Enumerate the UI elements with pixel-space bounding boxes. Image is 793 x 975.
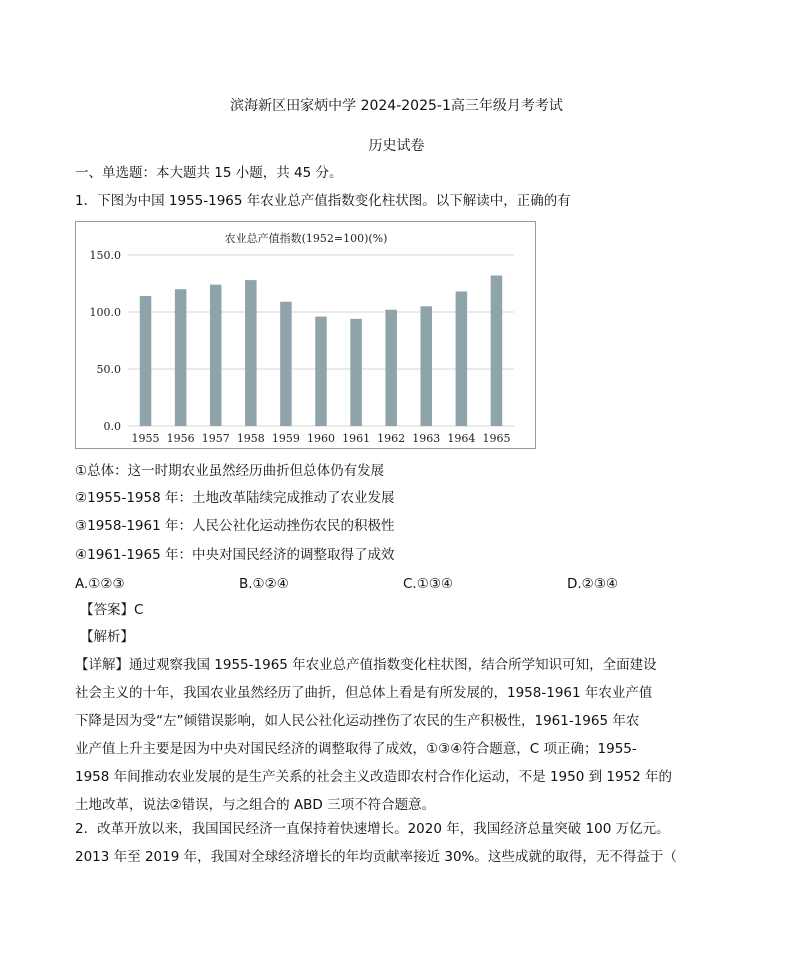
detail-line-2: 社会主义的十年，我国农业虽然经历了曲折，但总体上看是有所发展的，1958-1961 年农业产值 <box>75 685 653 701</box>
bar-1960 <box>315 317 327 426</box>
y-tick-label: 0.0 <box>103 420 121 433</box>
bar-1955 <box>140 296 152 426</box>
bar-1965 <box>491 276 503 426</box>
question-1-stem: 1．下图为中国 1955-1965 年农业总产值指数变化柱状图。以下解读中，正确的有 <box>75 193 571 209</box>
x-tick-label: 1963 <box>412 432 441 445</box>
bar-1963 <box>421 306 433 426</box>
statement-1: ①总体：这一时期农业虽然经历曲折但总体仍有发展 <box>75 463 385 479</box>
bar-1964 <box>456 291 468 426</box>
y-tick-label: 100.0 <box>89 306 121 319</box>
option-c: C.①③④ <box>403 576 454 592</box>
statement-3: ③1958-1961 年：人民公社化运动挫伤农民的积极性 <box>75 518 395 534</box>
section-heading: 一、单选题：本大题共 15 小题，共 45 分。 <box>75 165 343 181</box>
detail-line-1: 【详解】通过观察我国 1955-1965 年农业总产值指数变化柱状图，结合所学知识可知，全面建设 <box>75 657 657 673</box>
bar-1958 <box>245 280 257 426</box>
subject-title: 历史试卷 <box>368 138 425 154</box>
option-a: A.①②③ <box>75 576 125 592</box>
x-tick-label: 1962 <box>377 432 406 445</box>
detail-block <box>75 651 725 819</box>
detail-line-6: 土地改革，说法②错误，与之组合的 ABD 三项不符合题意。 <box>75 797 436 813</box>
x-tick-label: 1960 <box>307 432 335 445</box>
analysis-label: 【解析】 <box>80 629 134 645</box>
bar-1962 <box>385 310 397 426</box>
question-2-line-2: 2013 年至 2019 年，我国对全球经济增长的年均贡献率接近 30%。这些成就的取得，无不得益于（ <box>75 849 677 865</box>
detail-line-3: 下降是因为受“左”倾错误影响，如人民公社化运动挫伤了农民的生产积极性，1961-1965 年农 <box>75 713 640 729</box>
detail-label: 【详解】 <box>75 657 129 673</box>
bar-1959 <box>280 302 292 426</box>
statement-4: ④1961-1965 年：中央对国民经济的调整取得了成效 <box>75 547 395 563</box>
bar-1961 <box>350 319 362 426</box>
bar-chart-frame <box>75 221 536 449</box>
page-title: 滨海新区田家炳中学 2024-2025-1高三年级月考考试 <box>230 98 563 114</box>
y-tick-label: 150.0 <box>89 249 121 262</box>
x-tick-label: 1958 <box>236 432 265 445</box>
x-tick-label: 1957 <box>201 432 230 445</box>
option-d: D.②③④ <box>567 576 618 592</box>
bar-1957 <box>210 285 222 426</box>
x-tick-label: 1956 <box>166 432 195 445</box>
chart-title: 农业总产值指数(1952=100)(%) <box>224 232 388 245</box>
y-tick-label: 50.0 <box>96 363 121 376</box>
x-tick-label: 1955 <box>131 432 160 445</box>
question-2-block <box>75 815 725 871</box>
x-tick-label: 1961 <box>342 432 371 445</box>
x-tick-label: 1964 <box>447 432 476 445</box>
x-tick-label: 1959 <box>271 432 300 445</box>
statement-2: ②1955-1958 年：土地改革陆续完成推动了农业发展 <box>75 490 395 506</box>
bar-1956 <box>175 289 187 426</box>
detail-line-5: 1958 年间推动农业发展的是生产关系的社会主义改造即农村合作化运动，不是 1950 到 1952 年的 <box>75 769 673 785</box>
answer-line: 【答案】C <box>80 602 144 618</box>
x-tick-label: 1965 <box>482 432 511 445</box>
detail-line-4: 业产值上升主要是因为中央对国民经济的调整取得了成效，①③④符合题意，C 项正确；1955- <box>75 741 637 757</box>
bar-chart <box>76 222 537 450</box>
question-2-line-1: 2．改革开放以来，我国国民经济一直保持着快速增长。2020 年，我国经济总量突破 100 万亿元。 <box>75 821 670 837</box>
option-b: B.①②④ <box>239 576 289 592</box>
